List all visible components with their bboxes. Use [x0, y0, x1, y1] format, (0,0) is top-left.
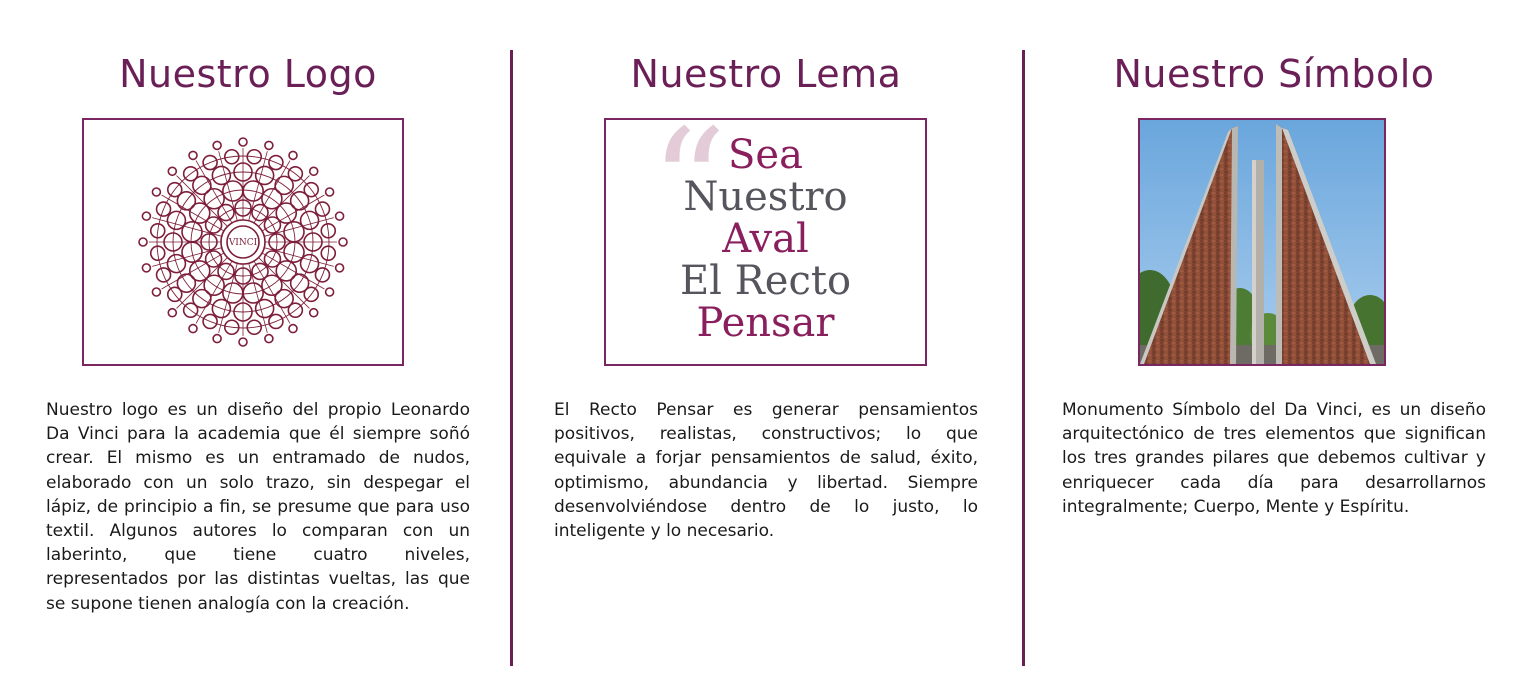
mandala-edge-loop [189, 325, 197, 333]
mandala-edge-loop [168, 309, 176, 317]
quote-mark-icon: “ [650, 118, 727, 272]
mandala-edge-loop [139, 238, 147, 246]
logo-image-frame [82, 118, 404, 366]
mandala-spoke [152, 248, 222, 267]
symbol-description: Monumento Símbolo del Da Vinci, es un diseño arquitectónico de tres elementos que significan los tres grandes pilares que debemos cultivar y enriquecer cada día para desarrollarnos integralmente; Cuerpo, Mente y Espíritu. [1062, 400, 1486, 517]
mandala-edge-loop [168, 167, 176, 175]
logo-center-label: VINCI [228, 238, 258, 248]
mandala-edge-loop [239, 338, 247, 346]
mandala-edge-loop [265, 141, 273, 149]
logo-description: Nuestro logo es un diseño del propio Leonardo Da Vinci para la academia que él siempre soñó crear. El mismo es un entramado de nudos, elaborado con un solo trazo, sin despegar el lápiz, de principio a fin, se presume que para uso textil. Algunos autores lo comparan con un laberinto, que tiene cuatro niveles, representados por las distintas vueltas, las que se supone tienen analogía con la creación. [46, 400, 470, 614]
motto-description: El Recto Pensar es generar pensamientos positivos, realistas, constructivos; lo que equivale a forjar pensamientos de salud, éxito, optimismo, abundancia y libertad. Siempre desenvolviéndose dentro de lo justo, lo inteligente y lo necesario. [554, 400, 978, 542]
mandala-edge-loop [310, 309, 318, 317]
symbol-title: Nuestro Símbolo [1113, 52, 1435, 96]
mandala-edge-loop [336, 264, 344, 272]
mandala-spoke [264, 248, 334, 267]
monument-photo-frame [1138, 118, 1386, 366]
mandala-edge-loop [336, 212, 344, 220]
mandala-edge-loop [289, 325, 297, 333]
mandala-spoke [259, 176, 310, 227]
mandala-spoke [219, 151, 238, 221]
mandala-edge-loop [152, 288, 160, 296]
motto-line: Aval [722, 216, 809, 262]
mandala-spoke [177, 176, 228, 227]
motto-text [606, 134, 925, 344]
mandala-edge-loop [265, 335, 273, 343]
knot-mandala-logo [84, 120, 402, 364]
motto-line: Nuestro [683, 174, 848, 220]
mandala-spoke [152, 218, 222, 237]
mandala-spoke [249, 263, 268, 333]
mandala-edge-loop [310, 167, 318, 175]
symbol-column [1056, 0, 1492, 698]
monument-center-column [1252, 160, 1256, 364]
mandala-edge-loop [239, 138, 247, 146]
monument-right-edge [1276, 124, 1282, 364]
column-divider-left [510, 50, 513, 666]
mandala-spoke [177, 258, 228, 309]
mandala-edge-loop [213, 141, 221, 149]
mandala-edge-loop [339, 238, 347, 246]
logo-column [40, 0, 470, 698]
motto-title: Nuestro Lema [630, 52, 902, 96]
mandala-spoke [259, 258, 310, 309]
mandala-spoke [264, 218, 334, 237]
motto-line: Sea [728, 132, 803, 178]
mandala-edge-loop [213, 335, 221, 343]
mandala-edge-loop [189, 151, 197, 159]
logo-title: Nuestro Logo [119, 52, 377, 96]
motto-column [548, 0, 984, 698]
monument-photo [1140, 120, 1384, 364]
mandala-spoke [219, 263, 238, 333]
mandala-edge-loop [289, 151, 297, 159]
mandala-edge-loop [152, 188, 160, 196]
mandala-edge-loop [142, 264, 150, 272]
mandala-spoke [249, 151, 268, 221]
motto-line: El Recto [679, 258, 852, 304]
mandala-edge-loop [326, 188, 334, 196]
mandala-edge-loop [142, 212, 150, 220]
mandala-edge-loop [326, 288, 334, 296]
motto-line: Pensar [696, 300, 835, 346]
column-divider-right [1022, 50, 1025, 666]
motto-image-frame [604, 118, 927, 366]
